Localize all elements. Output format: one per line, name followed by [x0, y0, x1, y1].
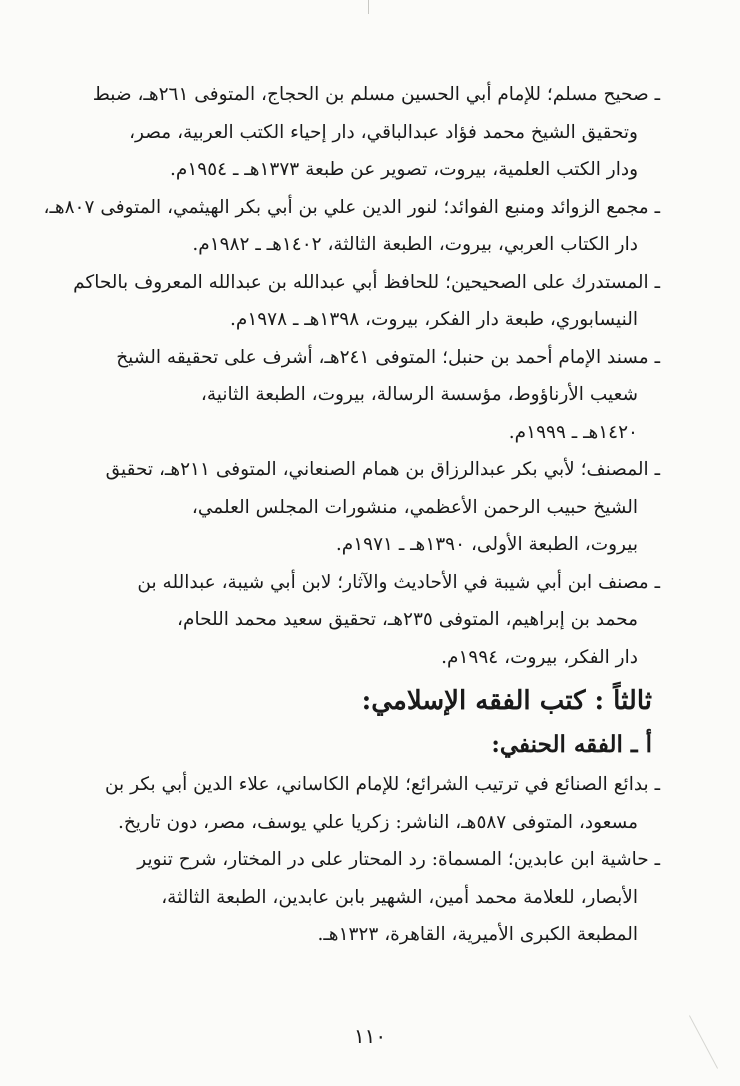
entry-line: دار الفكر، بيروت، ١٩٩٤م.	[441, 646, 638, 668]
section-heading: ثالثاً : كتب الفقه الإسلامي:	[361, 686, 652, 716]
entry-line: ١٤٢٠هـ ـ ١٩٩٩م.	[508, 421, 638, 443]
entry-line: شعيب الأرناؤوط، مؤسسة الرسالة، بيروت، الطبعة الثانية،	[200, 384, 638, 405]
reference-entry	[76, 564, 660, 677]
entry-line: المطبعة الكبرى الأميرية، القاهرة، ١٣٢٣هـ.	[317, 924, 638, 945]
entry-line: النيسابوري، طبعة دار الفكر، بيروت، ١٣٩٨هـ ـ ١٩٧٨م.	[229, 309, 638, 330]
reference-entry	[76, 766, 660, 841]
entry-line: ـ مصنف ابن أبي شيبة في الأحاديث والآثار؛ لابن أبي شيبة، عبدالله بن	[137, 571, 660, 593]
page-number: ١١٠	[353, 1024, 387, 1048]
entry-line: محمد بن إبراهيم، المتوفى ٢٣٥هـ، تحقيق سعيد محمد اللحام،	[177, 609, 638, 630]
entry-line: الشيخ حبيب الرحمن الأعظمي، منشورات المجلس العلمي،	[191, 496, 638, 518]
entry-line: ودار الكتب العلمية، بيروت، تصوير عن طبعة ١٣٧٣هـ ـ ١٩٥٤م.	[170, 159, 638, 180]
entry-line: ـ المستدرك على الصحيحين؛ للحافظ أبي عبدالله بن عبدالله المعروف بالحاكم	[73, 271, 660, 293]
entry-line: ـ مسند الإمام أحمد بن حنبل؛ المتوفى ٢٤١هـ، أشرف على تحقيقه الشيخ	[116, 346, 660, 368]
reference-entry	[76, 339, 660, 452]
entry-line: وتحقيق الشيخ محمد فؤاد عبدالباقي، دار إحياء الكتب العربية، مصر،	[129, 121, 638, 143]
entry-line: ـ بدائع الصنائع في ترتيب الشرائع؛ للإمام الكاساني، علاء الدين أبي بكر بن	[104, 774, 660, 795]
entry-line: دار الكتاب العربي، بيروت، الطبعة الثالثة، ١٤٠٢هـ ـ ١٩٨٢م.	[192, 234, 638, 255]
reference-entry	[43, 189, 660, 264]
entry-line: ـ صحيح مسلم؛ للإمام أبي الحسين مسلم بن الحجاج، المتوفى ٢٦١هـ، ضبط	[92, 84, 660, 105]
reference-entry	[73, 264, 660, 339]
entry-line: الأبصار، للعلامة محمد أمين، الشهير بابن عابدين، الطبعة الثالثة،	[161, 886, 638, 908]
page-body	[43, 76, 660, 1066]
entry-line: مسعود، المتوفى ٥٨٧هـ، الناشر: زكريا علي يوسف، مصر، دون تاريخ.	[117, 811, 638, 833]
reference-entry	[76, 841, 660, 954]
entry-line: ـ مجمع الزوائد ومنبع الفوائد؛ لنور الدين علي بن أبي بكر الهيثمي، المتوفى ٨٠٧هـ،	[43, 196, 660, 218]
reference-entry	[76, 451, 660, 564]
scan-mark	[368, 0, 369, 14]
reference-entry	[76, 76, 660, 189]
entry-line: بيروت، الطبعة الأولى، ١٣٩٠هـ ـ ١٩٧١م.	[335, 534, 638, 555]
entry-line: ـ المصنف؛ لأبي بكر عبدالرزاق بن همام الصنعاني، المتوفى ٢١١هـ، تحقيق	[105, 459, 660, 480]
entry-line: ـ حاشية ابن عابدين؛ المسماة: رد المحتار على در المختار، شرح تنوير	[137, 849, 660, 870]
subsection-heading: أ ـ الفقه الحنفي:	[491, 731, 652, 758]
